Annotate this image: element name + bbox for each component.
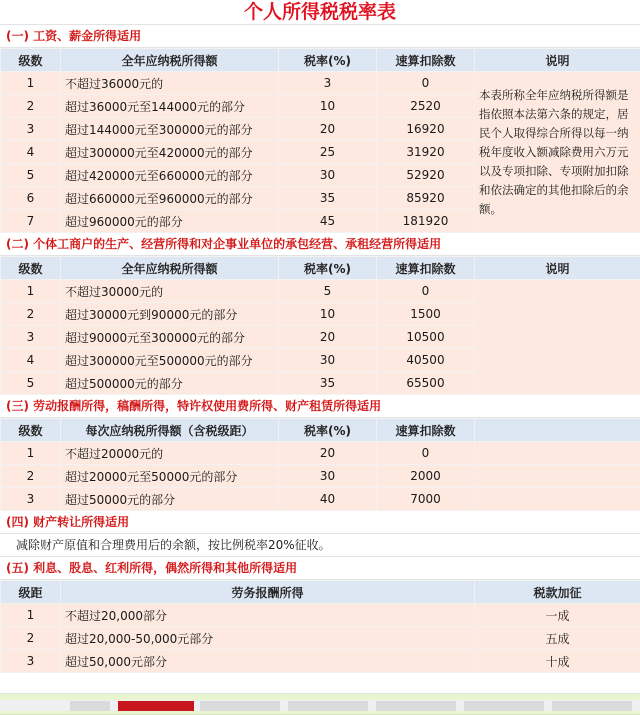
cell-rate[interactable]: 30 xyxy=(279,349,377,372)
cell-deduction[interactable]: 65500 xyxy=(377,372,475,395)
header-level[interactable]: 级数 xyxy=(1,419,61,442)
sheet-tab[interactable] xyxy=(464,701,544,711)
header-explanation[interactable]: 说明 xyxy=(475,49,640,72)
cell-level[interactable]: 5 xyxy=(1,372,61,395)
cell-level[interactable]: 4 xyxy=(1,349,61,372)
cell-deduction[interactable]: 10500 xyxy=(377,326,475,349)
header-rate[interactable]: 税率(%) xyxy=(279,49,377,72)
cell-level[interactable]: 2 xyxy=(1,95,61,118)
cell-level[interactable]: 1 xyxy=(1,280,61,303)
cell-income-range[interactable]: 超过90000元至300000元的部分 xyxy=(61,326,279,349)
header-explanation[interactable]: 说明 xyxy=(475,257,640,280)
cell-income-range[interactable]: 超过20000元至50000元的部分 xyxy=(61,465,279,488)
cell-level[interactable]: 5 xyxy=(1,164,61,187)
header-level[interactable]: 级数 xyxy=(1,49,61,72)
header-deduction[interactable]: 速算扣除数 xyxy=(377,49,475,72)
table-header-row xyxy=(1,49,640,72)
cell-rate[interactable]: 45 xyxy=(279,210,377,233)
table-header-row xyxy=(1,581,640,604)
section-1-heading[interactable]: (一) 工资、薪金所得适用 xyxy=(0,25,640,48)
cell-surcharge[interactable]: 一成 xyxy=(475,604,640,627)
cell-income-range[interactable]: 超过20,000-50,000元部分 xyxy=(61,627,475,650)
empty-cell[interactable] xyxy=(475,442,640,465)
cell-deduction[interactable]: 7000 xyxy=(377,488,475,511)
explanation-cell[interactable]: 本表所称全年应纳税所得额是指依照本法第六条的规定，居民个人取得综合所得以每一纳税年度收入额减除费用六万元以及专项扣除、专项附加扣除和依法确定的其他扣除后的余额。 xyxy=(475,72,640,233)
cell-rate[interactable]: 25 xyxy=(279,141,377,164)
cell-income-range[interactable]: 超过960000元的部分 xyxy=(61,210,279,233)
sheet-tab-bar xyxy=(0,700,640,711)
table-header-row xyxy=(1,419,640,442)
section-3-heading[interactable]: (三) 劳动报酬所得，稿酬所得，特许权使用费所得、财产租赁所得适用 xyxy=(0,395,640,418)
empty-cell[interactable] xyxy=(475,488,640,511)
table-row xyxy=(1,604,640,627)
table-row xyxy=(1,72,640,95)
cell-level[interactable]: 3 xyxy=(1,488,61,511)
cell-income-range[interactable]: 超过50,000元部分 xyxy=(61,650,475,673)
labor-income-tax-table xyxy=(0,418,640,511)
cell-deduction[interactable]: 0 xyxy=(377,280,475,303)
cell-rate[interactable]: 3 xyxy=(279,72,377,95)
cell-deduction[interactable]: 40500 xyxy=(377,349,475,372)
cell-rate[interactable]: 35 xyxy=(279,187,377,210)
empty-cell[interactable] xyxy=(475,465,640,488)
cell-deduction[interactable]: 1500 xyxy=(377,303,475,326)
business-tax-table xyxy=(0,256,640,395)
header-deduction[interactable]: 速算扣除数 xyxy=(377,257,475,280)
cell-income-range[interactable]: 超过144000元至300000元的部分 xyxy=(61,118,279,141)
property-transfer-note[interactable]: 减除财产原值和合理费用后的余额，按比例税率20%征收。 xyxy=(0,534,640,557)
header-income[interactable]: 全年应纳税所得额 xyxy=(61,257,279,280)
section-5-heading[interactable]: (五) 利息、股息、红利所得，偶然所得和其他所得适用 xyxy=(0,557,640,580)
empty-row[interactable] xyxy=(0,673,640,694)
cell-level[interactable]: 2 xyxy=(1,303,61,326)
explanation-cell[interactable] xyxy=(475,280,640,395)
cell-deduction[interactable]: 2000 xyxy=(377,465,475,488)
cell-deduction[interactable]: 31920 xyxy=(377,141,475,164)
cell-surcharge[interactable]: 五成 xyxy=(475,627,640,650)
sheet-tab-active[interactable] xyxy=(118,701,194,711)
header-surcharge[interactable]: 税款加征 xyxy=(475,581,640,604)
cell-rate[interactable]: 5 xyxy=(279,280,377,303)
sheet-tab[interactable] xyxy=(376,701,456,711)
header-income[interactable]: 全年应纳税所得额 xyxy=(61,49,279,72)
cell-deduction[interactable]: 16920 xyxy=(377,118,475,141)
surcharge-table xyxy=(0,580,640,673)
cell-level[interactable]: 6 xyxy=(1,187,61,210)
page-title[interactable]: 个人所得税税率表 xyxy=(0,0,640,25)
cell-level[interactable]: 3 xyxy=(1,650,61,673)
sheet-tab[interactable] xyxy=(552,701,632,711)
table-row xyxy=(1,488,640,511)
cell-rate[interactable]: 20 xyxy=(279,326,377,349)
section-2-heading[interactable]: (二) 个体工商户的生产、经营所得和对企事业单位的承包经营、承租经营所得适用 xyxy=(0,233,640,256)
cell-level[interactable]: 7 xyxy=(1,210,61,233)
cell-rate[interactable]: 20 xyxy=(279,118,377,141)
cell-income-range[interactable]: 超过300000元至500000元的部分 xyxy=(61,349,279,372)
cell-income-range[interactable]: 不超过20000元的 xyxy=(61,442,279,465)
cell-level[interactable]: 1 xyxy=(1,72,61,95)
header-bracket[interactable]: 级距 xyxy=(1,581,61,604)
cell-income-range[interactable]: 不超过30000元的 xyxy=(61,280,279,303)
cell-rate[interactable]: 10 xyxy=(279,95,377,118)
cell-level[interactable]: 2 xyxy=(1,627,61,650)
cell-surcharge[interactable]: 十成 xyxy=(475,650,640,673)
cell-income-range[interactable]: 超过36000元至144000元的部分 xyxy=(61,95,279,118)
cell-deduction[interactable]: 0 xyxy=(377,442,475,465)
cell-deduction[interactable]: 181920 xyxy=(377,210,475,233)
cell-rate[interactable]: 40 xyxy=(279,488,377,511)
cell-level[interactable]: 2 xyxy=(1,465,61,488)
cell-deduction[interactable]: 85920 xyxy=(377,187,475,210)
cell-level[interactable]: 4 xyxy=(1,141,61,164)
header-labor-income[interactable]: 劳务报酬所得 xyxy=(61,581,475,604)
cell-income-range[interactable]: 不超过20,000部分 xyxy=(61,604,475,627)
cell-income-range[interactable]: 超过50000元的部分 xyxy=(61,488,279,511)
header-empty[interactable] xyxy=(475,419,640,442)
cell-income-range[interactable]: 超过300000元至420000元的部分 xyxy=(61,141,279,164)
cell-income-range[interactable]: 超过500000元的部分 xyxy=(61,372,279,395)
table-row xyxy=(1,442,640,465)
sheet-tab[interactable] xyxy=(70,701,110,711)
sheet-tab[interactable] xyxy=(200,701,280,711)
cell-income-range[interactable]: 不超过36000元的 xyxy=(61,72,279,95)
header-income[interactable]: 每次应纳税所得额（含税级距） xyxy=(61,419,279,442)
header-rate[interactable]: 税率(%) xyxy=(279,257,377,280)
section-4-heading[interactable]: (四) 财产转让所得适用 xyxy=(0,511,640,534)
cell-income-range[interactable]: 超过30000元到90000元的部分 xyxy=(61,303,279,326)
cell-level[interactable]: 1 xyxy=(1,604,61,627)
table-row xyxy=(1,650,640,673)
cell-rate[interactable]: 10 xyxy=(279,303,377,326)
cell-level[interactable]: 3 xyxy=(1,118,61,141)
header-rate[interactable]: 税率(%) xyxy=(279,419,377,442)
sheet-tab[interactable] xyxy=(288,701,368,711)
table-row xyxy=(1,627,640,650)
cell-level[interactable]: 1 xyxy=(1,442,61,465)
salary-tax-table xyxy=(0,48,640,233)
cell-rate[interactable]: 20 xyxy=(279,442,377,465)
cell-rate[interactable]: 30 xyxy=(279,465,377,488)
cell-deduction[interactable]: 52920 xyxy=(377,164,475,187)
cell-income-range[interactable]: 超过420000元至660000元的部分 xyxy=(61,164,279,187)
cell-rate[interactable]: 35 xyxy=(279,372,377,395)
header-level[interactable]: 级数 xyxy=(1,257,61,280)
table-row xyxy=(1,280,640,303)
cell-level[interactable]: 3 xyxy=(1,326,61,349)
table-header-row xyxy=(1,257,640,280)
header-deduction[interactable]: 速算扣除数 xyxy=(377,419,475,442)
cell-income-range[interactable]: 超过660000元至960000元的部分 xyxy=(61,187,279,210)
cell-deduction[interactable]: 0 xyxy=(377,72,475,95)
cell-rate[interactable]: 30 xyxy=(279,164,377,187)
table-row xyxy=(1,465,640,488)
cell-deduction[interactable]: 2520 xyxy=(377,95,475,118)
